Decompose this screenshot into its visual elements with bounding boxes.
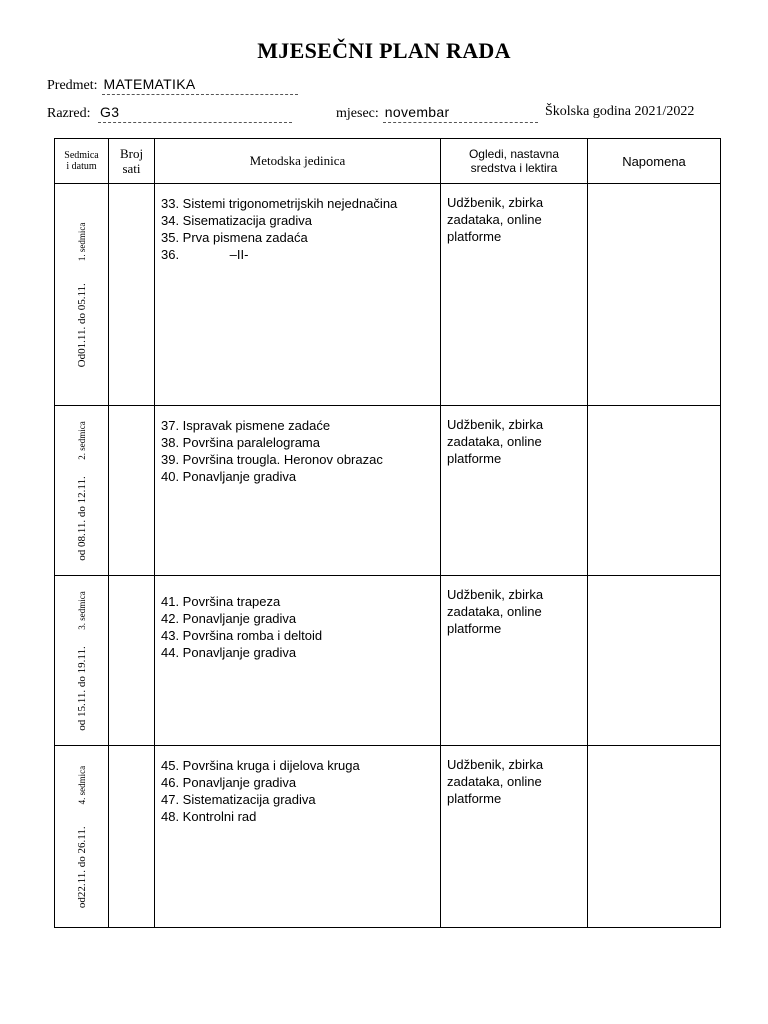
mjesec-field [336, 104, 538, 123]
ogledi-cell [441, 184, 588, 406]
napomena-cell [588, 576, 721, 746]
page-title: MJESEČNI PLAN RADA [257, 38, 511, 63]
week-dates: Od01.11. do 05.11. [75, 282, 88, 367]
week-date-cell [55, 746, 109, 928]
column-header-broj-line2: sati [122, 161, 141, 176]
tools-line: platforme [447, 791, 502, 806]
ogledi-cell [441, 576, 588, 746]
column-header-sedmica [55, 139, 109, 184]
tools-line: Udžbenik, zbirka [447, 757, 544, 772]
tools-line: zadataka, online [447, 774, 542, 789]
unit-item: 48. Kontrolni rad [161, 809, 257, 824]
unit-item: 38. Površina paralelograma [161, 435, 320, 450]
week-date-cell [55, 576, 109, 746]
mjesec-label: mjesec: [336, 106, 379, 121]
metodska-jedinica-cell [155, 576, 441, 746]
week-date-label [76, 765, 88, 907]
razred-label: Razred: [47, 106, 91, 121]
broj-sati-cell [109, 746, 155, 928]
tools-line: zadataka, online [447, 212, 542, 227]
table-row [55, 184, 721, 406]
metodska-jedinica-cell [155, 746, 441, 928]
ogledi-cell [441, 406, 588, 576]
week-number: 1. sedmica [76, 222, 87, 261]
plan-table [54, 138, 721, 928]
week-number: 2. sedmica [76, 420, 87, 460]
predmet-field [47, 76, 298, 95]
broj-sati-cell [109, 406, 155, 576]
unit-item: 43. Površina romba i deltoid [161, 628, 323, 643]
broj-sati-cell [109, 184, 155, 406]
column-header-metodska-jedinica: Metodska jedinica [155, 139, 441, 184]
razred-field [47, 104, 292, 123]
table-header-row [55, 139, 721, 184]
week-number: 3. sedmica [76, 590, 87, 630]
unit-item: 37. Ispravak pismene zadaće [161, 418, 331, 433]
week-date-label [76, 591, 88, 730]
napomena-cell [588, 406, 721, 576]
skolska-godina-field [545, 104, 694, 120]
unit-item: 47. Sistematizacija gradiva [161, 792, 316, 807]
column-header-ogledi-line1: Ogledi, nastavna [468, 147, 560, 161]
tools-line: Udžbenik, zbirka [447, 587, 544, 602]
unit-item: 36. –II- [161, 247, 249, 262]
tools-line: platforme [447, 229, 502, 244]
predmet-value: MATEMATIKA [103, 76, 196, 92]
column-header-broj-line1: Broj [119, 146, 144, 161]
unit-item: 44. Ponavljanje gradiva [161, 645, 297, 660]
skolska-godina-label: Školska godina [545, 104, 631, 119]
unit-item: 46. Ponavljanje gradiva [161, 775, 297, 790]
metodska-jedinica-cell [155, 184, 441, 406]
tools-line: Udžbenik, zbirka [447, 417, 544, 432]
predmet-label: Predmet: [47, 78, 98, 93]
unit-item: 41. Površina trapeza [161, 594, 281, 609]
column-header-sedmica-line2: i datum [66, 161, 97, 172]
razred-value: G3 [100, 104, 120, 120]
metodska-jedinica-cell [155, 406, 441, 576]
table-row [55, 576, 721, 746]
napomena-cell [588, 746, 721, 928]
column-header-broj-sati [109, 139, 155, 184]
week-date-label [76, 222, 88, 367]
column-header-ogledi-line2: sredstva i lektira [470, 161, 558, 175]
unit-item: 39. Površina trougla. Heronov obrazac [161, 452, 383, 467]
week-dates: od22.11. do 26.11. [75, 825, 88, 908]
unit-item: 33. Sistemi trigonometrijskih nejednačina [161, 196, 398, 211]
column-header-ogledi [441, 139, 588, 184]
mjesec-value: novembar [384, 104, 450, 120]
week-date-label [76, 421, 88, 560]
unit-item: 45. Površina kruga i dijelova kruga [161, 758, 360, 773]
week-date-cell [55, 406, 109, 576]
tools-line: platforme [447, 451, 502, 466]
table-row [55, 746, 721, 928]
column-header-napomena: Napomena [588, 139, 721, 184]
table-row [55, 406, 721, 576]
ogledi-cell [441, 746, 588, 928]
napomena-cell [588, 184, 721, 406]
unit-item: 40. Ponavljanje gradiva [161, 469, 297, 484]
unit-item: 35. Prva pismena zadaća [161, 230, 308, 245]
week-dates: od 15.11. do 19.11. [75, 645, 88, 731]
tools-line: platforme [447, 621, 502, 636]
unit-item: 42. Ponavljanje gradiva [161, 611, 297, 626]
tools-line: zadataka, online [447, 604, 542, 619]
week-dates: od 08.11. do 12.11. [75, 475, 88, 561]
week-number: 4. sedmica [76, 765, 87, 804]
unit-item: 34. Sisematizacija gradiva [161, 213, 313, 228]
skolska-godina-value: 2021/2022 [634, 104, 695, 119]
broj-sati-cell [109, 576, 155, 746]
tools-line: zadataka, online [447, 434, 542, 449]
column-header-sedmica-line1: Sedmica [64, 150, 99, 161]
tools-line: Udžbenik, zbirka [447, 195, 544, 210]
week-date-cell [55, 184, 109, 406]
